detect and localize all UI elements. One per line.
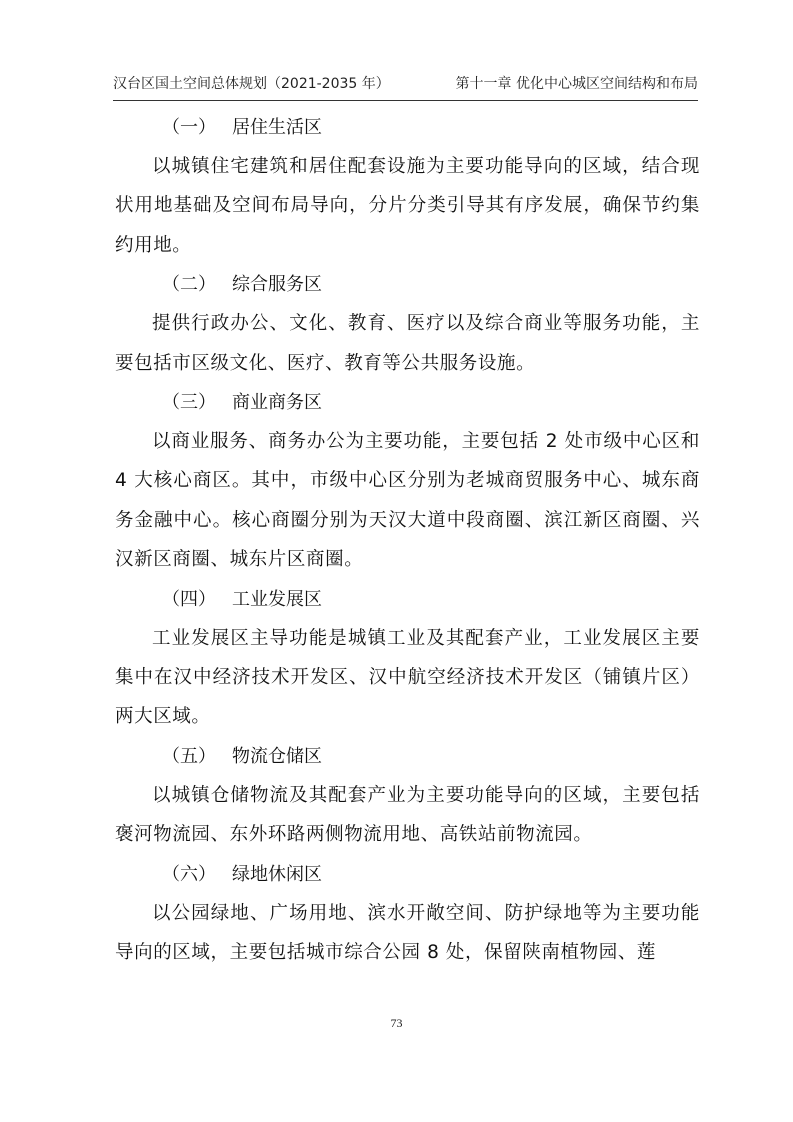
section-paragraph: 工业发展区主导功能是城镇工业及其配套产业，工业发展区主要集中在汉中经济技术开发区、汉中航空经济技术开发区（铺镇片区）两大区域。 [115, 627, 700, 728]
section-number: （二） [162, 274, 216, 296]
section-heading [115, 855, 700, 894]
section-heading [115, 108, 700, 147]
section-number: （六） [162, 863, 216, 885]
page-body [115, 108, 700, 973]
section-number: （三） [162, 392, 216, 414]
section-title: 商业商务区 [232, 392, 322, 414]
section-title: 综合服务区 [232, 274, 322, 296]
section-title: 居住生活区 [232, 117, 322, 138]
section-title: 工业发展区 [232, 588, 322, 610]
section-heading [115, 265, 700, 304]
section-paragraph: 提供行政办公、文化、教育、医疗以及综合商业等服务功能，主要包括市区级文化、医疗、教育等公共服务设施。 [115, 313, 700, 374]
header-chapter-title: 第十一章 优化中心城区空间结构和布局 [455, 76, 698, 92]
section-paragraph: 以公园绿地、广场用地、滨水开敞空间、防护绿地等为主要功能导向的区域，主要包括城市综合公园 8 处，保留陕南植物园、莲 [115, 902, 700, 964]
section-paragraph: 以城镇仓储物流及其配套产业为主要功能导向的区域，主要包括褒河物流园、东外环路两侧物流用地、高铁站前物流园。 [115, 784, 700, 846]
section-number: （五） [162, 745, 216, 767]
section-number: （四） [162, 588, 216, 610]
section-heading [115, 737, 700, 776]
section-heading [115, 383, 700, 422]
section-heading [115, 580, 700, 619]
section-paragraph: 以城镇住宅建筑和居住配套设施为主要功能导向的区域，结合现状用地基础及空间布局导向，分片分类引导其有序发展，确保节约集约用地。 [115, 156, 700, 256]
section-title: 绿地休闲区 [232, 863, 322, 885]
page-number: 73 [390, 1016, 403, 1030]
header-document-title: 汉台区国土空间总体规划（2021-2035 年） [113, 76, 390, 92]
section-number: （一） [162, 117, 216, 138]
page-header [113, 74, 698, 101]
section-paragraph: 以商业服务、商务办公为主要功能，主要包括 2 处市级中心区和 4 大核心商区。其中，市级中心区分别为老城商贸服务中心、城东商务金融中心。核心商圈分别为天汉大道中段商圈、滨江新区商圈、兴汉新区商圈、城东片区商圈。 [115, 431, 700, 571]
section-title: 物流仓储区 [232, 745, 322, 767]
